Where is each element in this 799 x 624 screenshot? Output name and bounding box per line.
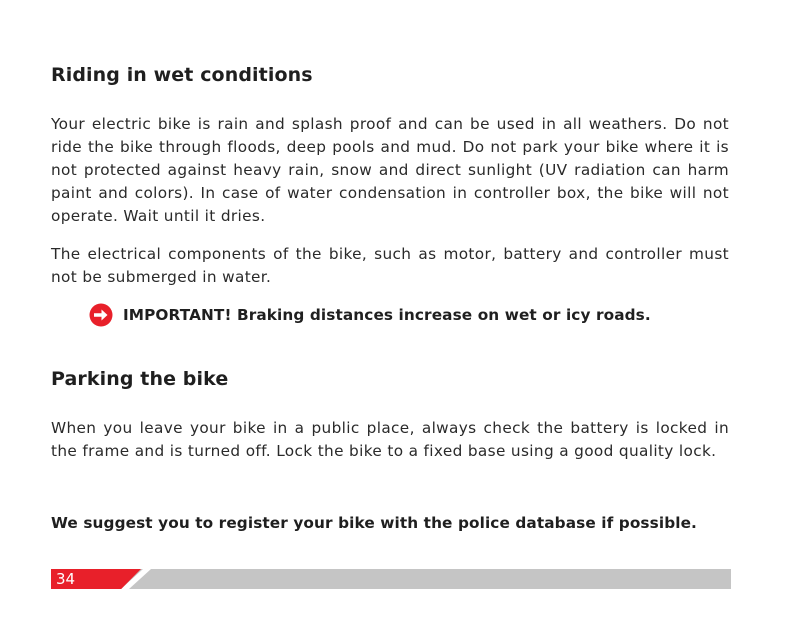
arrow-right-circle-icon	[89, 303, 113, 327]
important-note	[89, 303, 651, 327]
section-heading-parking: Parking the bike	[51, 368, 229, 390]
wet-conditions-paragraph-1: Your electric bike is rain and splash proof and can be used in all weathers. Do not ride the bike through floods, deep pools and mud. Do not park your bike where it is not protected against heavy rain, snow and direct sunlight (UV radiation can harm paint and colors). In case of water condensation in controller box, the bike will not operate. Wait until it dries.	[51, 115, 729, 225]
page-footer	[51, 569, 731, 589]
section-heading-wet-conditions: Riding in wet conditions	[51, 64, 313, 86]
wet-conditions-paragraph-2: The electrical components of the bike, such as motor, battery and controller must not be submerged in water.	[51, 245, 729, 286]
important-note-text: IMPORTANT! Braking distances increase on wet or icy roads.	[123, 306, 651, 324]
police-database-suggestion: We suggest you to register your bike with the police database if possible.	[51, 514, 697, 532]
page-number: 34	[56, 570, 76, 588]
footer-grey-bar	[51, 569, 731, 589]
parking-paragraph: When you leave your bike in a public place, always check the battery is locked in the frame and is turned off. Lock the bike to a fixed base using a good quality lock.	[51, 419, 729, 460]
